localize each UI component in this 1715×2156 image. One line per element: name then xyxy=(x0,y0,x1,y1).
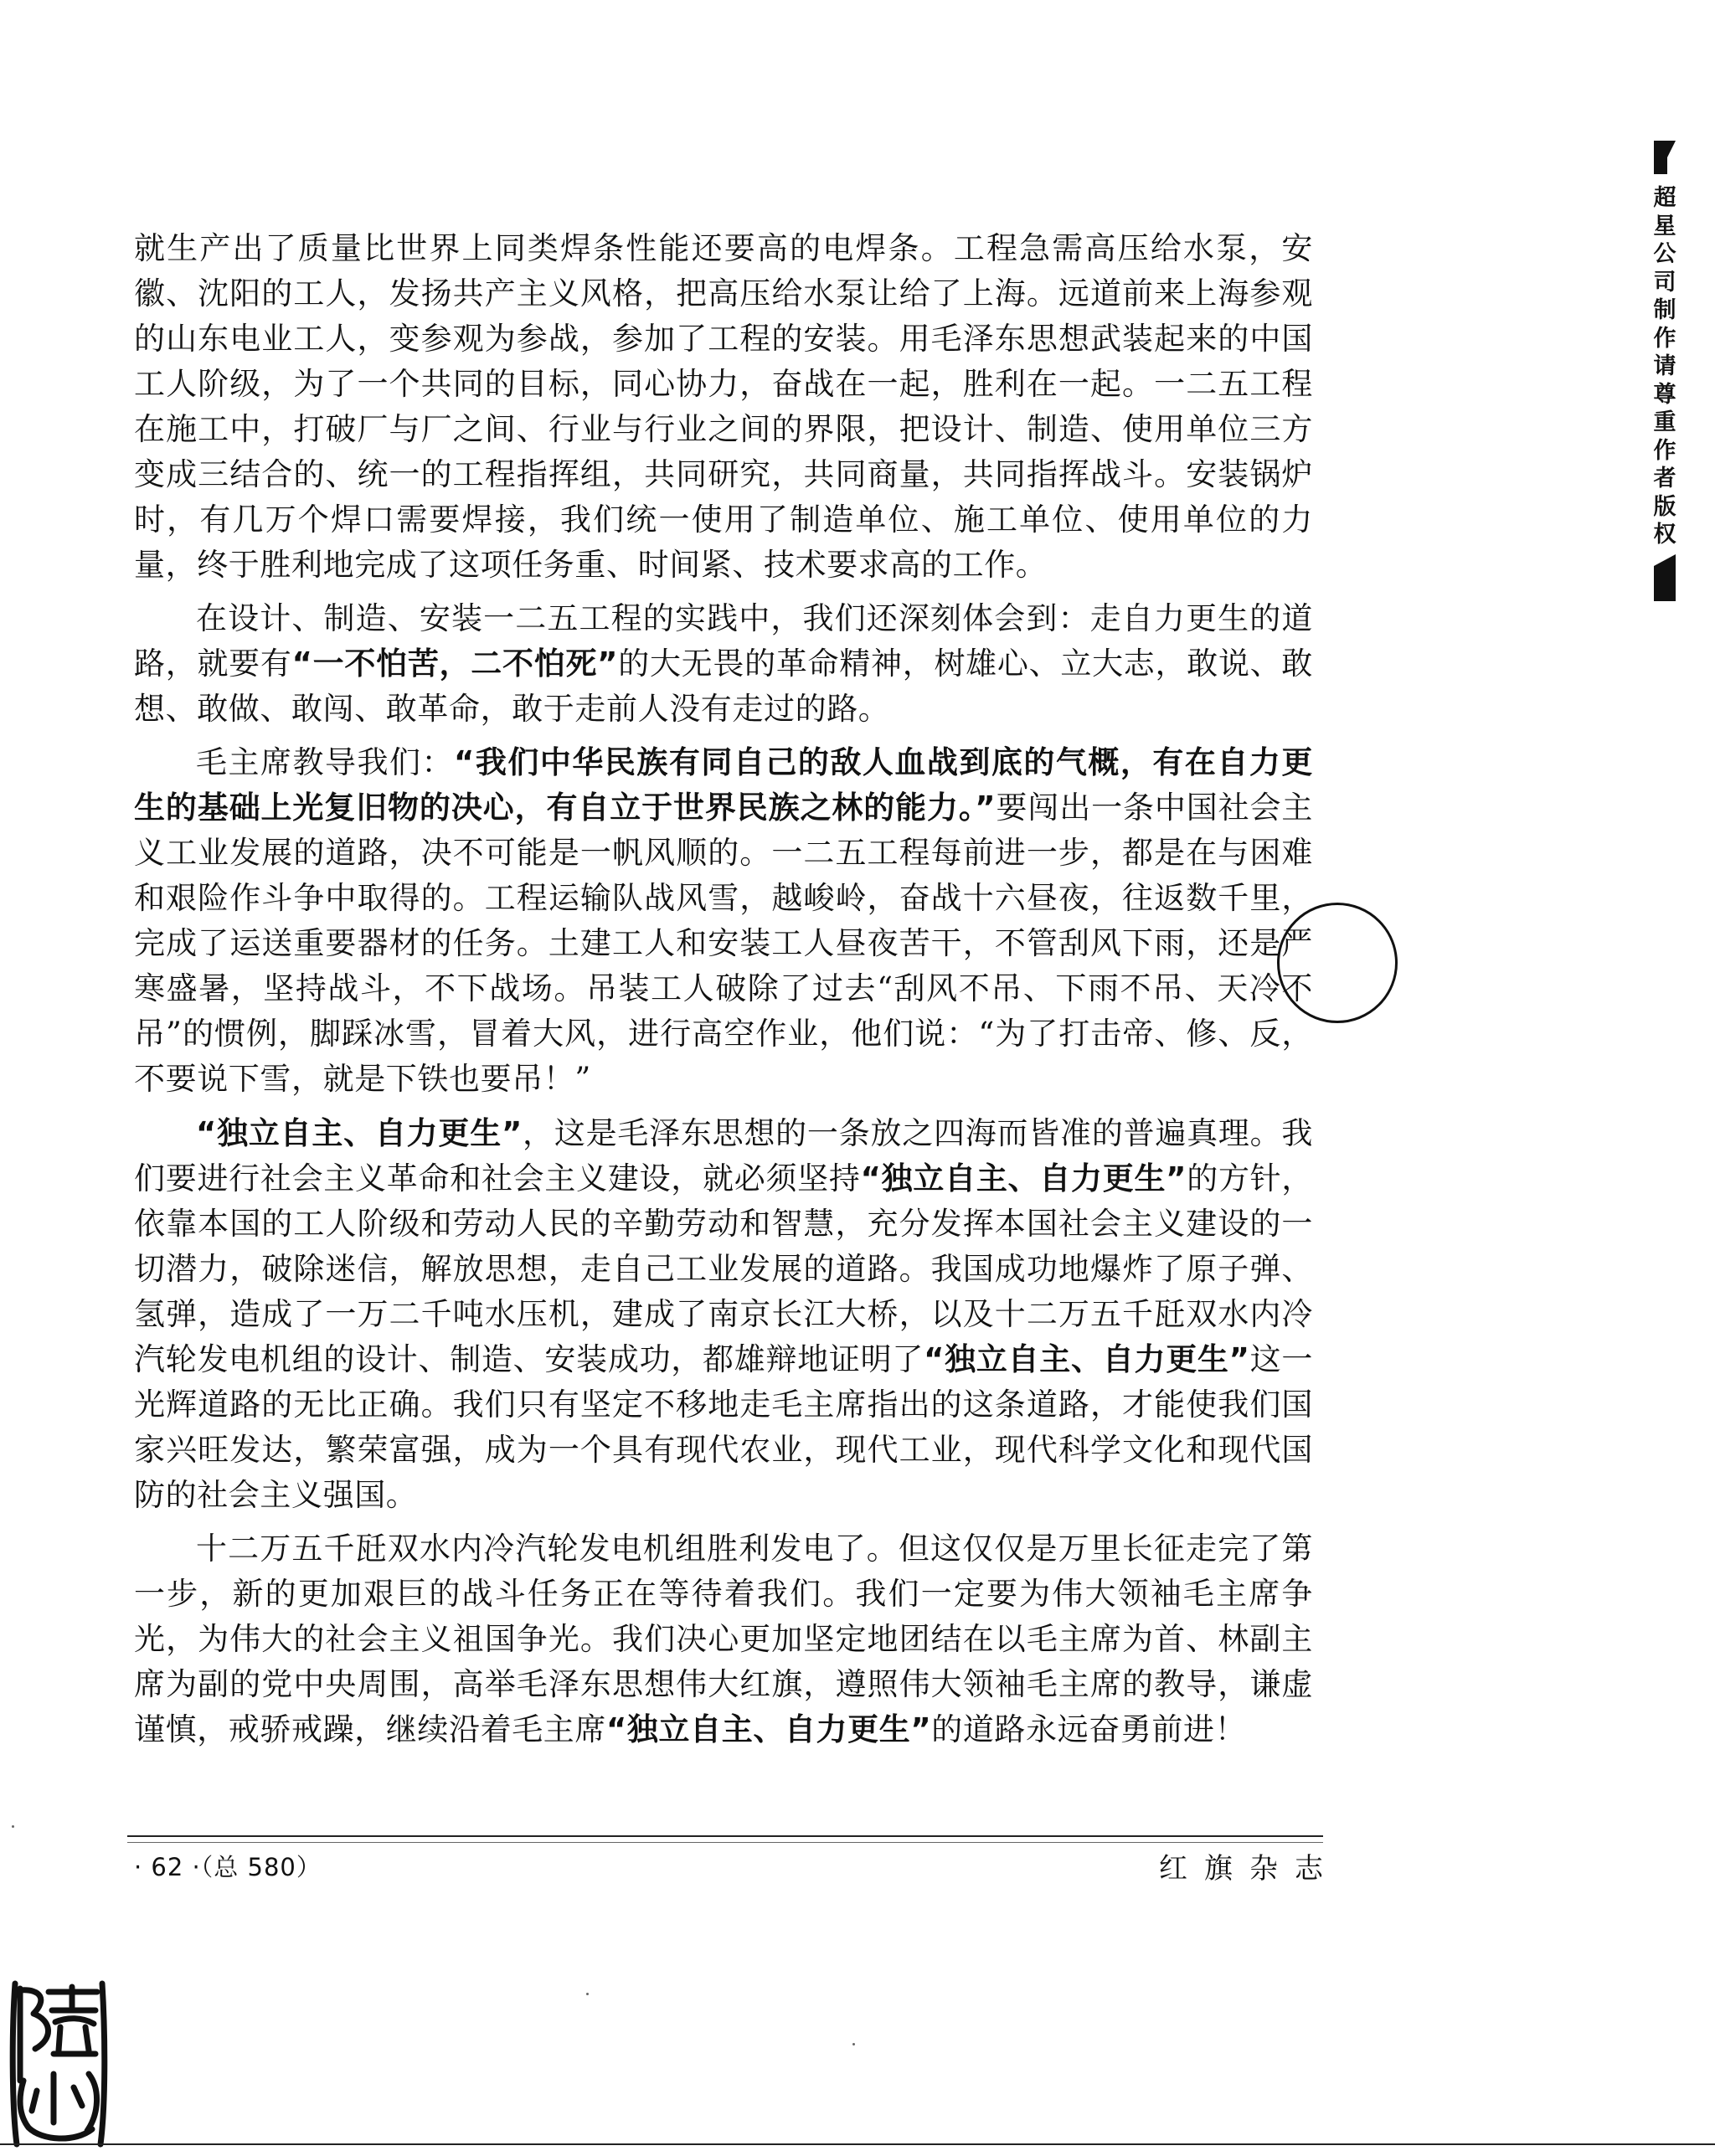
article-body xyxy=(134,226,1313,1761)
paragraph-p3 xyxy=(134,740,1313,1102)
bold-quote: “独立自主、自力更生” xyxy=(924,1340,1250,1377)
watermark-bottom-bar xyxy=(1654,566,1676,601)
bold-quote: “一不怕苦，二不怕死” xyxy=(291,646,619,682)
paragraph-p5 xyxy=(134,1526,1313,1752)
text-run: 这一光辉道路的无比正确。我们只有坚定不移地走毛主席指出的这条道路，才能使我们国家兴旺发达，繁荣富强，成为一个具有现代农业，现代工业，现代科学文化和现代国防的社会主义强国。 xyxy=(134,1340,1314,1513)
copyright-watermark xyxy=(1654,141,1679,601)
watermark-text: 超星公司制作请尊重作者版权 xyxy=(1653,185,1676,548)
bold-quote: “独立自主、自力更生” xyxy=(606,1711,932,1747)
text-run: 毛主席教导我们： xyxy=(196,744,455,781)
scan-speck xyxy=(586,1993,589,1995)
publication-name: 红旗杂志 xyxy=(1159,1852,1340,1886)
scan-bottom-edge xyxy=(0,2143,1715,2145)
punch-hole-circle xyxy=(1277,903,1398,1023)
text-run: 就生产出了质量比世界上同类焊条性能还要高的电焊条。工程急需高压给水泵，安徽、沈阳的工人，发扬共产主义风格，把高压给水泵让给了上海。远道前来上海参观的山东电业工人，变参观为参战，参加了工程的安装。用毛泽东思想武装起来的中国工人阶级，为了一个共同的目标，同心协力，奋战在一起，胜利在一起。一二五工程在施工中，打破厂与厂之间、行业与行业之间的界限，把设计、制造、使用单位三方变成三结合的、统一的工程指挥组，共同研究，共同商量，共同指挥战斗。安装锅炉时，有几万个焊口需要焊接，我们统一使用了制造单位、施工单位、使用单位的力量，终于胜利地完成了这项任务重、时间紧、技术要求高的工作。 xyxy=(134,230,1313,583)
text-run: 要闯出一条中国社会主义工业发展的道路，决不可能是一帆风顺的。一二五工程每前进一步，都是在与困难和艰险作斗争中取得的。工程运输队战风雪，越峻岭，奋战十六昼夜，往返数千里，完成了运送重要器材的任务。土建工人和安装工人昼夜苦干，不管刮风下雨，还是严寒盛暑，坚持战斗，不下战场。吊装工人破除了过去“刮风不吊、下雨不吊、天冷不吊”的惯例，脚踩冰雪，冒着大风，进行高空作业，他们说：“为了打击帝、修、反，不要说下雪，就是下铁也要吊！” xyxy=(134,790,1313,1098)
text-run: 的大无畏的革命精神，树雄心、立大志，敢说、敢想、敢做、敢闯、敢革命，敢于走前人没有走过的路。 xyxy=(134,646,1314,728)
paragraph-p1 xyxy=(134,226,1313,588)
paragraph-p2 xyxy=(134,596,1313,732)
bold-quote: “独立自主、自力更生” xyxy=(860,1160,1187,1196)
text-run: 的道路永远奋勇前进！ xyxy=(931,1711,1247,1747)
bold-quote: “我们中华民族有同自己的敌人血战到底的气概，有在自力更生的基础上光复旧物的决心，有自立于世界民族之林的能力。” xyxy=(134,744,1314,826)
bold-quote: “独立自主、自力更生” xyxy=(196,1114,523,1151)
text-run: ，这是毛泽东思想的一条放之四海而皆准的普遍真理。我们要进行社会主义革命和社会主义建设，就必须坚持 xyxy=(134,1114,1314,1196)
page-number: · 62 ·（总 580） xyxy=(134,1853,322,1881)
library-seal-stamp xyxy=(8,1980,109,2148)
scan-speck xyxy=(852,2043,855,2045)
watermark-top-bar xyxy=(1654,141,1667,174)
scan-speck xyxy=(12,1825,14,1828)
text-run: 十二万五千瓩双水内冷汽轮发电机组胜利发电了。但这仅仅是万里长征走完了第一步，新的更加艰巨的战斗任务正在等待着我们。我们一定要为伟大领袖毛主席争光，为伟大的社会主义祖国争光。我们决心更加坚定地团结在以毛主席为首、林副主席为副的党中央周围，高举毛泽东思想伟大红旗，遵照伟大领袖毛主席的教导，谦虚谨慎，戒骄戒躁，继续沿着毛主席 xyxy=(134,1530,1313,1747)
footer-rule xyxy=(127,1835,1323,1837)
paragraph-p4 xyxy=(134,1111,1313,1518)
text-run: 的方针，依靠本国的工人阶级和劳动人民的辛勤劳动和智慧，充分发挥本国社会主义建设的一切潜力，破除迷信，解放思想，走自己工业发展的道路。我国成功地爆炸了原子弹、氢弹，造成了一万二千吨水压机，建成了南京长江大桥，以及十二万五千瓩双水内冷汽轮发电机组的设计、制造、安装成功，都雄辩地证明了 xyxy=(134,1160,1313,1377)
footer-rule-thin xyxy=(127,1842,1323,1843)
text-run: 在设计、制造、安装一二五工程的实践中，我们还深刻体会到：走自力更生的道路，就要有 xyxy=(134,600,1313,682)
